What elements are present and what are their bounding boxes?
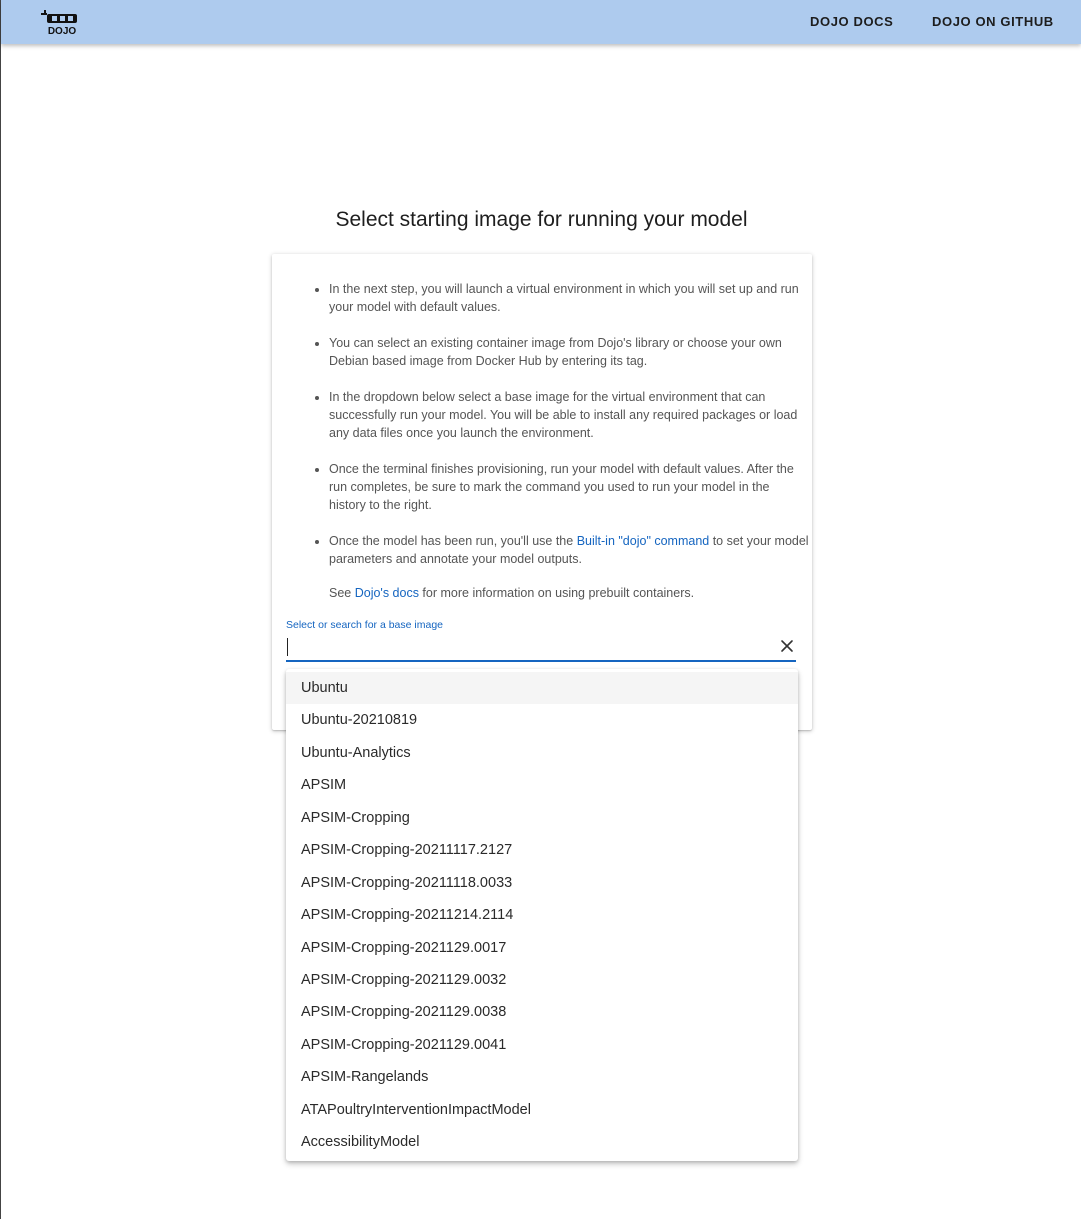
dropdown-option[interactable]: APSIM-Cropping-20211214.2114: [301, 907, 514, 924]
dropdown-option[interactable]: Ubuntu-Analytics: [301, 744, 411, 761]
dojo-logo[interactable]: [41, 10, 81, 36]
instructions-card: [272, 254, 812, 730]
see-docs-prefix: See: [329, 586, 355, 600]
instruction-item: • In the dropdown below select a base image for the virtual environment that can successfully run your model. You will be able to install any required packages or load any data files once you launch the environment.: [329, 388, 809, 442]
instruction-item: [329, 532, 809, 568]
dropdown-option[interactable]: APSIM-Rangelands: [301, 1069, 429, 1086]
dropdown-option[interactable]: APSIM-Cropping: [301, 809, 410, 826]
dropdown-option[interactable]: APSIM-Cropping-2021129.0017: [301, 939, 507, 956]
dojo-logo-icon: [41, 10, 81, 36]
instruction-item: • Once the terminal finishes provisioning, run your model with default values. After the run completes, be sure to mark the command you used to run your model in the history to the right.: [329, 460, 809, 514]
clear-button[interactable]: [778, 637, 796, 655]
instruction-text: Once the model has been run, you'll use the: [329, 534, 577, 548]
text-caret: [287, 638, 288, 656]
dropdown-option[interactable]: Ubuntu: [286, 672, 798, 704]
instruction-item: • You can select an existing container image from Dojo's library or choose your own Debian based image from Docker Hub by entering its tag.: [329, 334, 809, 370]
instructions-list: [310, 280, 809, 586]
nav-dojo-github-link[interactable]: DOJO ON GITHUB: [932, 14, 1054, 29]
close-icon: [778, 637, 796, 655]
dropdown-option[interactable]: APSIM-Cropping-20211118.0033: [301, 874, 513, 891]
base-image-field-label: Select or search for a base image: [286, 619, 443, 631]
dropdown-option[interactable]: AccessibilityModel: [301, 1134, 420, 1151]
dropdown-option[interactable]: APSIM-Cropping-2021129.0041: [301, 1036, 507, 1053]
instruction-text: to set your model parameters and annotate your model outputs.: [329, 534, 809, 566]
page-title: Select starting image for running your model: [335, 208, 748, 231]
dropdown-option[interactable]: Ubuntu-20210819: [301, 712, 418, 729]
base-image-search-input[interactable]: [286, 634, 796, 662]
dropdown-option[interactable]: APSIM-Cropping-2021129.0032: [301, 971, 507, 988]
dropdown-option[interactable]: ATAPoultryInterventionImpactModel: [301, 1101, 531, 1118]
app-bar: [1, 0, 1081, 44]
dojo-command-link[interactable]: Built-in "dojo" command: [576, 534, 710, 548]
see-docs-suffix: for more information on using prebuilt containers.: [418, 586, 695, 600]
dropdown-option[interactable]: APSIM-Cropping-20211117.2127: [301, 842, 513, 859]
dojo-docs-link[interactable]: Dojo's docs: [354, 586, 419, 600]
logo-text: DOJO: [47, 26, 77, 36]
see-docs-text: [329, 586, 694, 600]
nav-dojo-docs-link[interactable]: DOJO DOCS: [810, 14, 894, 29]
instruction-item: • In the next step, you will launch a virtual environment in which you will set up and run your model with default values.: [329, 280, 809, 316]
dropdown-option[interactable]: APSIM-Cropping-2021129.0038: [301, 1004, 507, 1021]
base-image-dropdown: [286, 669, 798, 1161]
dropdown-option[interactable]: APSIM: [301, 777, 347, 794]
